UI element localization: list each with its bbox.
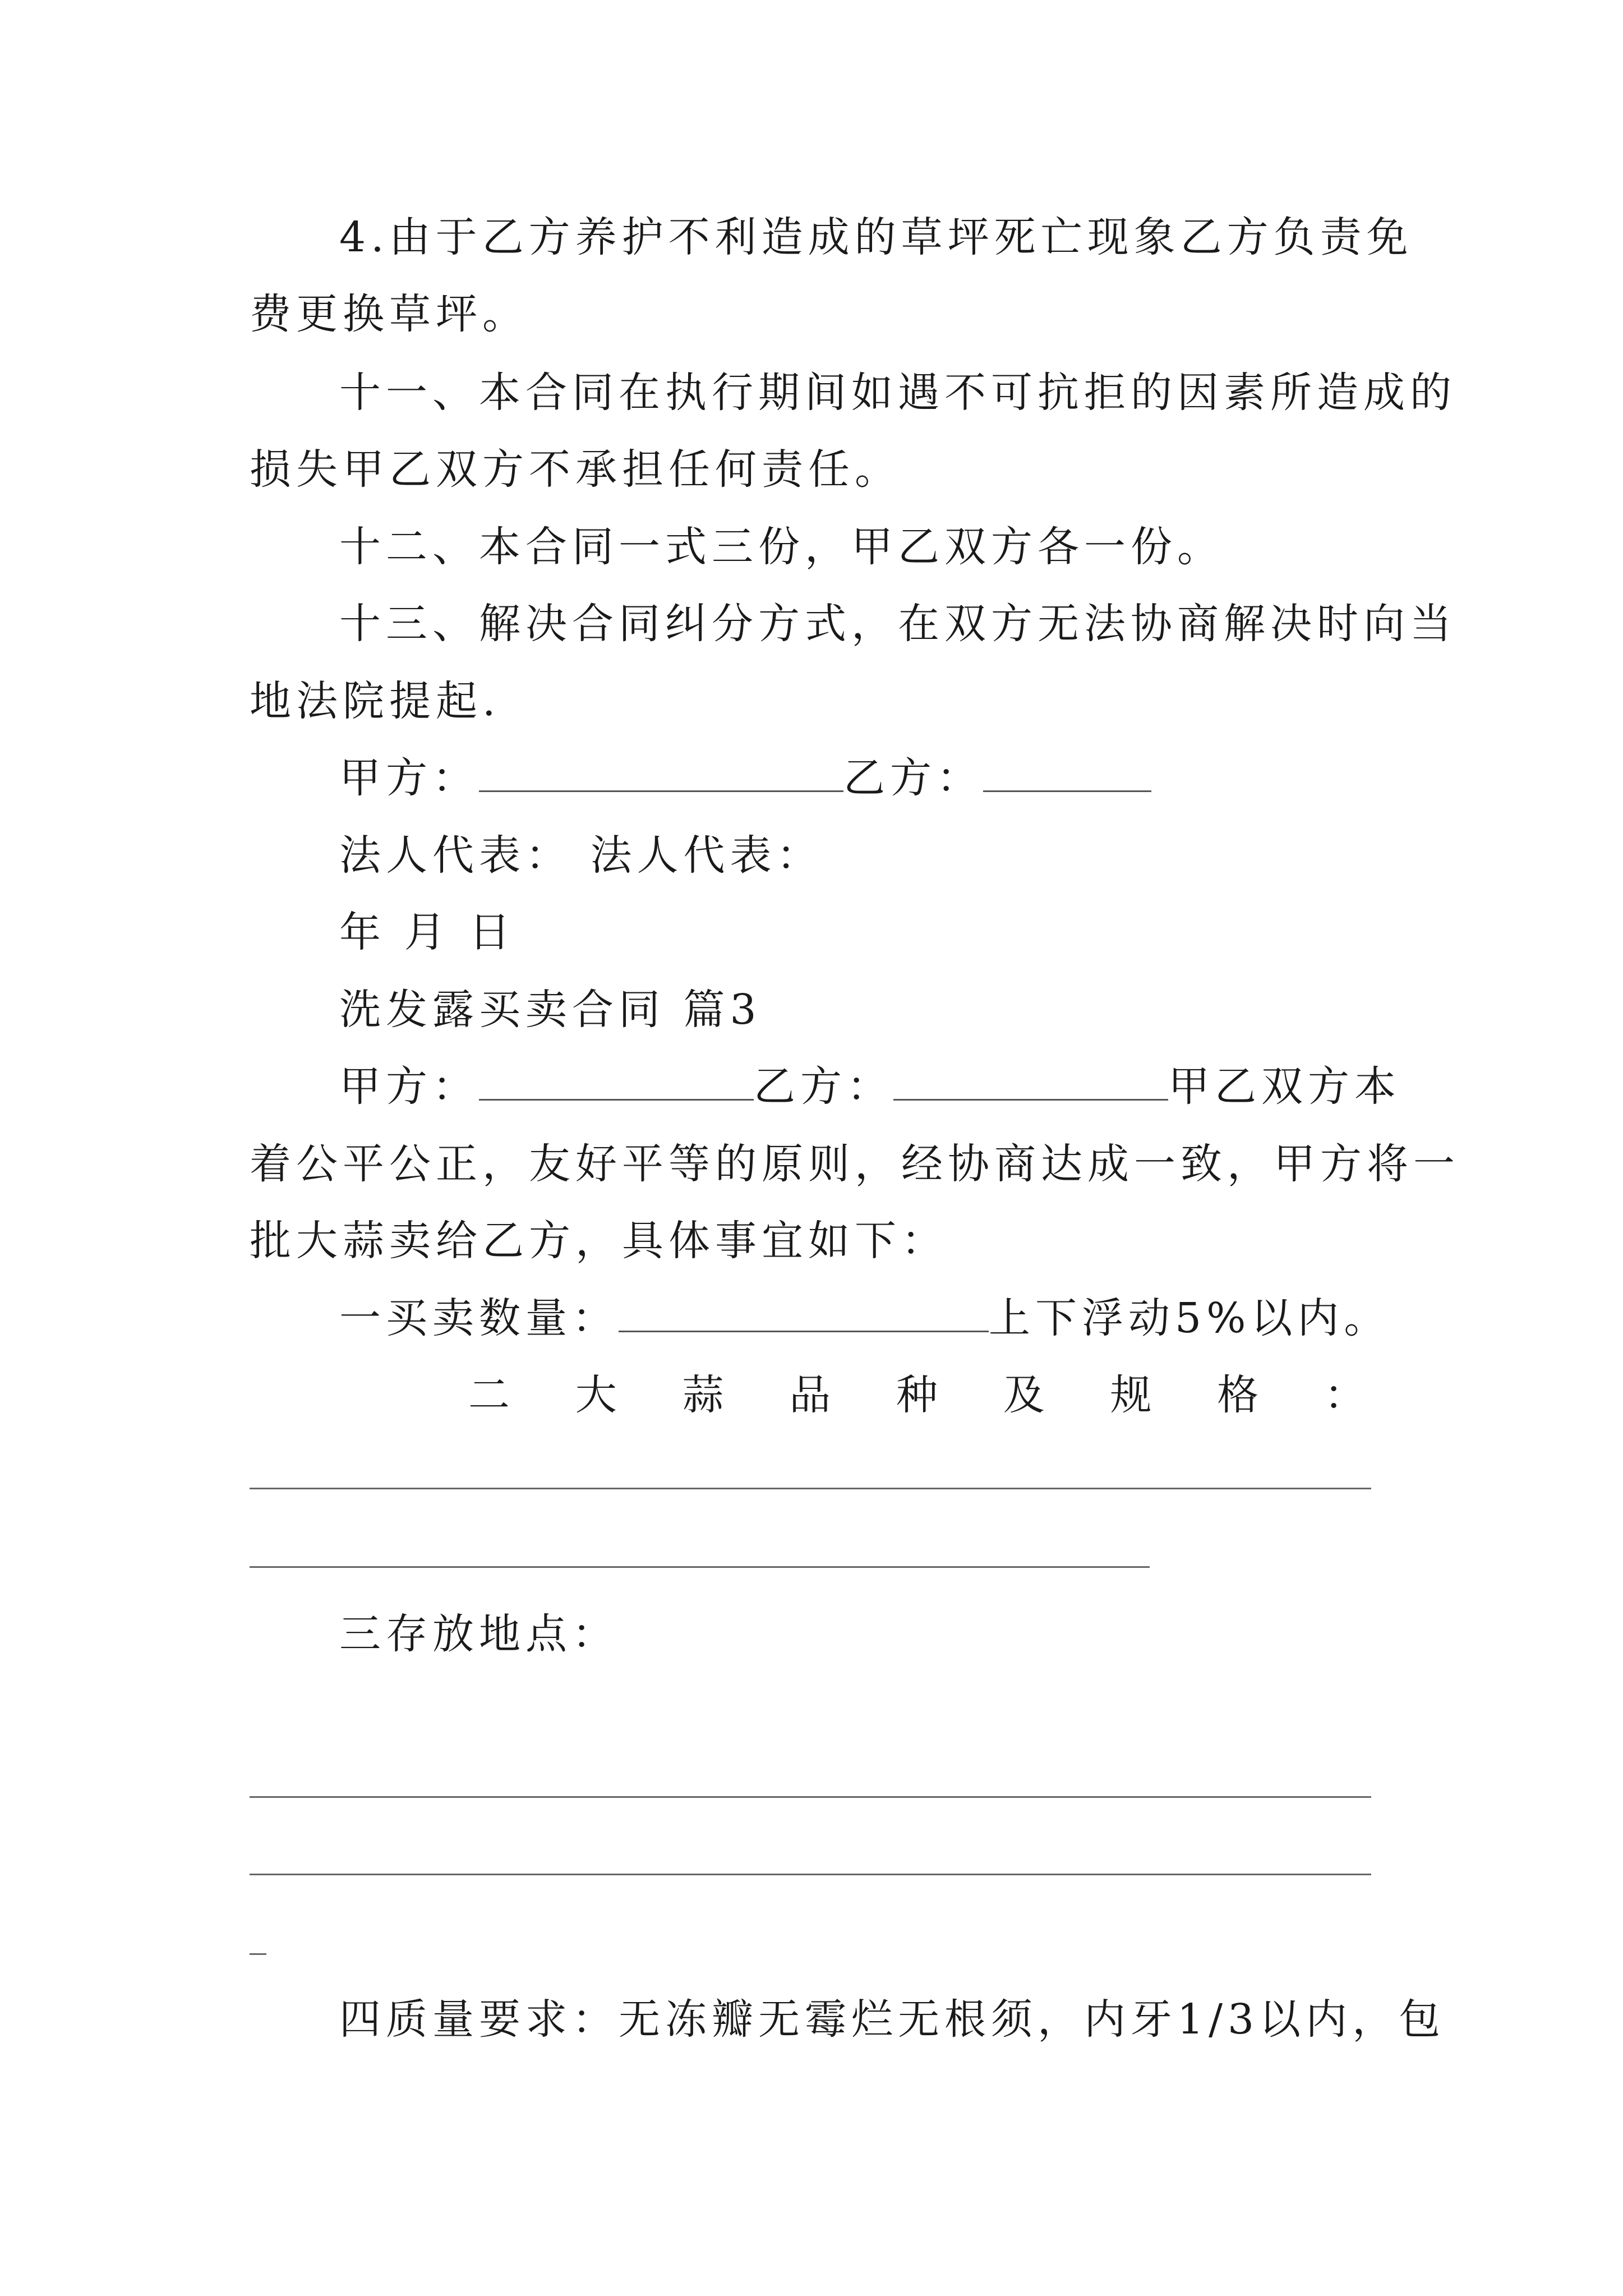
spec-char: 种	[896, 1371, 938, 1419]
signature-line	[339, 753, 1151, 803]
spec-char: ：	[1324, 1371, 1366, 1419]
party-a-label: 甲方：	[339, 754, 479, 802]
legal-representative-line: 法人代表： 法人代表：	[339, 831, 823, 880]
paragraph-line: 地法院提起.	[250, 677, 501, 725]
section-heading: 洗发露买卖合同 篇3	[339, 986, 762, 1034]
quantity-line	[339, 1293, 1390, 1343]
quality-requirement-line: 四质量要求：无冻瓣无霉烂无根须，内牙1/3以内，包	[339, 1995, 1446, 2044]
party-a-blank	[479, 1064, 754, 1101]
spec-char: 及	[1003, 1371, 1045, 1419]
date-line: 年 月 日	[339, 908, 516, 956]
party-a-blank	[479, 756, 843, 792]
paragraph-line: 4.由于乙方养护不利造成的草坪死亡现象乙方负责免	[339, 213, 1413, 261]
spec-char: 规	[1110, 1371, 1152, 1419]
party-b-blank	[893, 1064, 1168, 1101]
spec-char: 二	[468, 1371, 510, 1419]
clause-twelve: 十二、本合同一式三份，甲乙双方各一份。	[339, 523, 1224, 571]
clause-eleven: 十一、本合同在执行期间如遇不可抗拒的因素所造成的	[339, 369, 1456, 417]
spec-char: 蒜	[682, 1371, 724, 1419]
quantity-tail: 上下浮动5%以内。	[989, 1294, 1391, 1342]
fill-in-rule	[250, 1796, 1371, 1798]
paragraph-line: 着公平公正，友好平等的原则，经协商达成一致，甲方将一	[250, 1140, 1460, 1188]
fill-in-rule	[250, 1953, 266, 1955]
spec-char: 大	[575, 1371, 617, 1419]
clause-thirteen: 十三、解决合同纠分方式，在双方无法协商解决时向当	[339, 600, 1456, 648]
storage-location-line: 三存放地点：	[339, 1610, 619, 1658]
paragraph-line: 批大蒜卖给乙方，具体事宜如下：	[250, 1217, 948, 1265]
party-b-label: 乙方：	[843, 754, 983, 802]
party-a-label: 甲方：	[339, 1062, 479, 1111]
paragraph-text: 甲乙双方本	[1168, 1062, 1401, 1111]
spec-char: 品	[789, 1371, 831, 1419]
spec-line	[468, 1370, 1366, 1420]
quantity-label: 一买卖数量：	[339, 1294, 619, 1342]
spec-char: 格	[1217, 1371, 1259, 1419]
paragraph-line: 损失甲乙双方不承担任何责任。	[250, 445, 901, 494]
party-b-label: 乙方：	[754, 1062, 893, 1111]
party-b-blank	[983, 756, 1151, 792]
fill-in-rule	[250, 1488, 1371, 1489]
fill-in-rule	[250, 1566, 1150, 1568]
paragraph-line: 费更换草坪。	[250, 290, 529, 338]
quantity-blank	[619, 1296, 989, 1332]
fill-in-rule	[250, 1874, 1371, 1875]
parties-line	[339, 1061, 1401, 1112]
